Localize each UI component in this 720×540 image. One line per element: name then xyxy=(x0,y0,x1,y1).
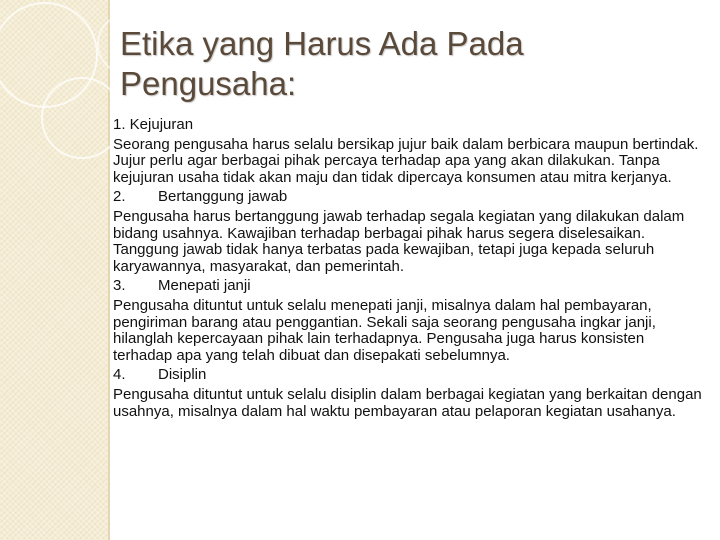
item-3-number: 3. xyxy=(113,277,126,295)
item-1-heading: 1. Kejujuran xyxy=(113,116,194,133)
item-4-number: 4. xyxy=(113,366,126,384)
item-2-text: Pengusaha harus bertanggung jawab terhadap segala kegiatan yang dilakukan dalam bidang usahnya. Kawajiban terhadap berbagai pihak harus segera diselesaikan. Tanggung jawab tidak hanya terbatas pada kewajiban, tetapi juga kepada seluruh karyawannya, masyarakat, dan pemerintah. xyxy=(113,207,685,275)
item-4-heading: Disiplin xyxy=(158,366,207,384)
item-2-number: 2. xyxy=(113,188,126,206)
item-3-heading: Menepati janji xyxy=(158,277,251,295)
item-1-text: Seorang pengusaha harus selalu bersikap jujur baik dalam berbicara maupun bertindak. Jujur perlu agar berbagai pihak percaya terhadap apa yang akan dilakukan. Tanpa kejujuran usaha tidak akan maju dan tidak dipercaya konsumen atau mitra kerjanya. xyxy=(113,135,699,186)
item-2-heading: Bertanggung jawab xyxy=(158,188,288,206)
item-3-heading-line xyxy=(113,278,703,295)
title-line-2: Pengusaha: xyxy=(120,65,297,102)
slide-body xyxy=(113,117,703,423)
title-line-1: Etika yang Harus Ada Pada xyxy=(120,25,524,62)
slide-title xyxy=(120,24,680,104)
item-4-heading-line xyxy=(113,367,703,384)
item-2-heading-line xyxy=(113,189,703,206)
item-3-text: Pengusaha dituntut untuk selalu menepati janji, misalnya dalam hal pembayaran, pengiriman barang atau penggantian. Sekali saja seorang pengusaha ingkar janji, hilanglah kepercayaan pihak lain terhadapnya. Pengusaha juga harus konsisten terhadap apa yang telah dibuat dan disepakati sebelumnya. xyxy=(113,296,656,364)
item-4-text: Pengusaha dituntut untuk selalu disiplin dalam berbagai kegiatan yang berkaitan dengan usahnya, misalnya dalam hal waktu pembayaran atau pelaporan kegiatan usahanya. xyxy=(113,385,702,420)
